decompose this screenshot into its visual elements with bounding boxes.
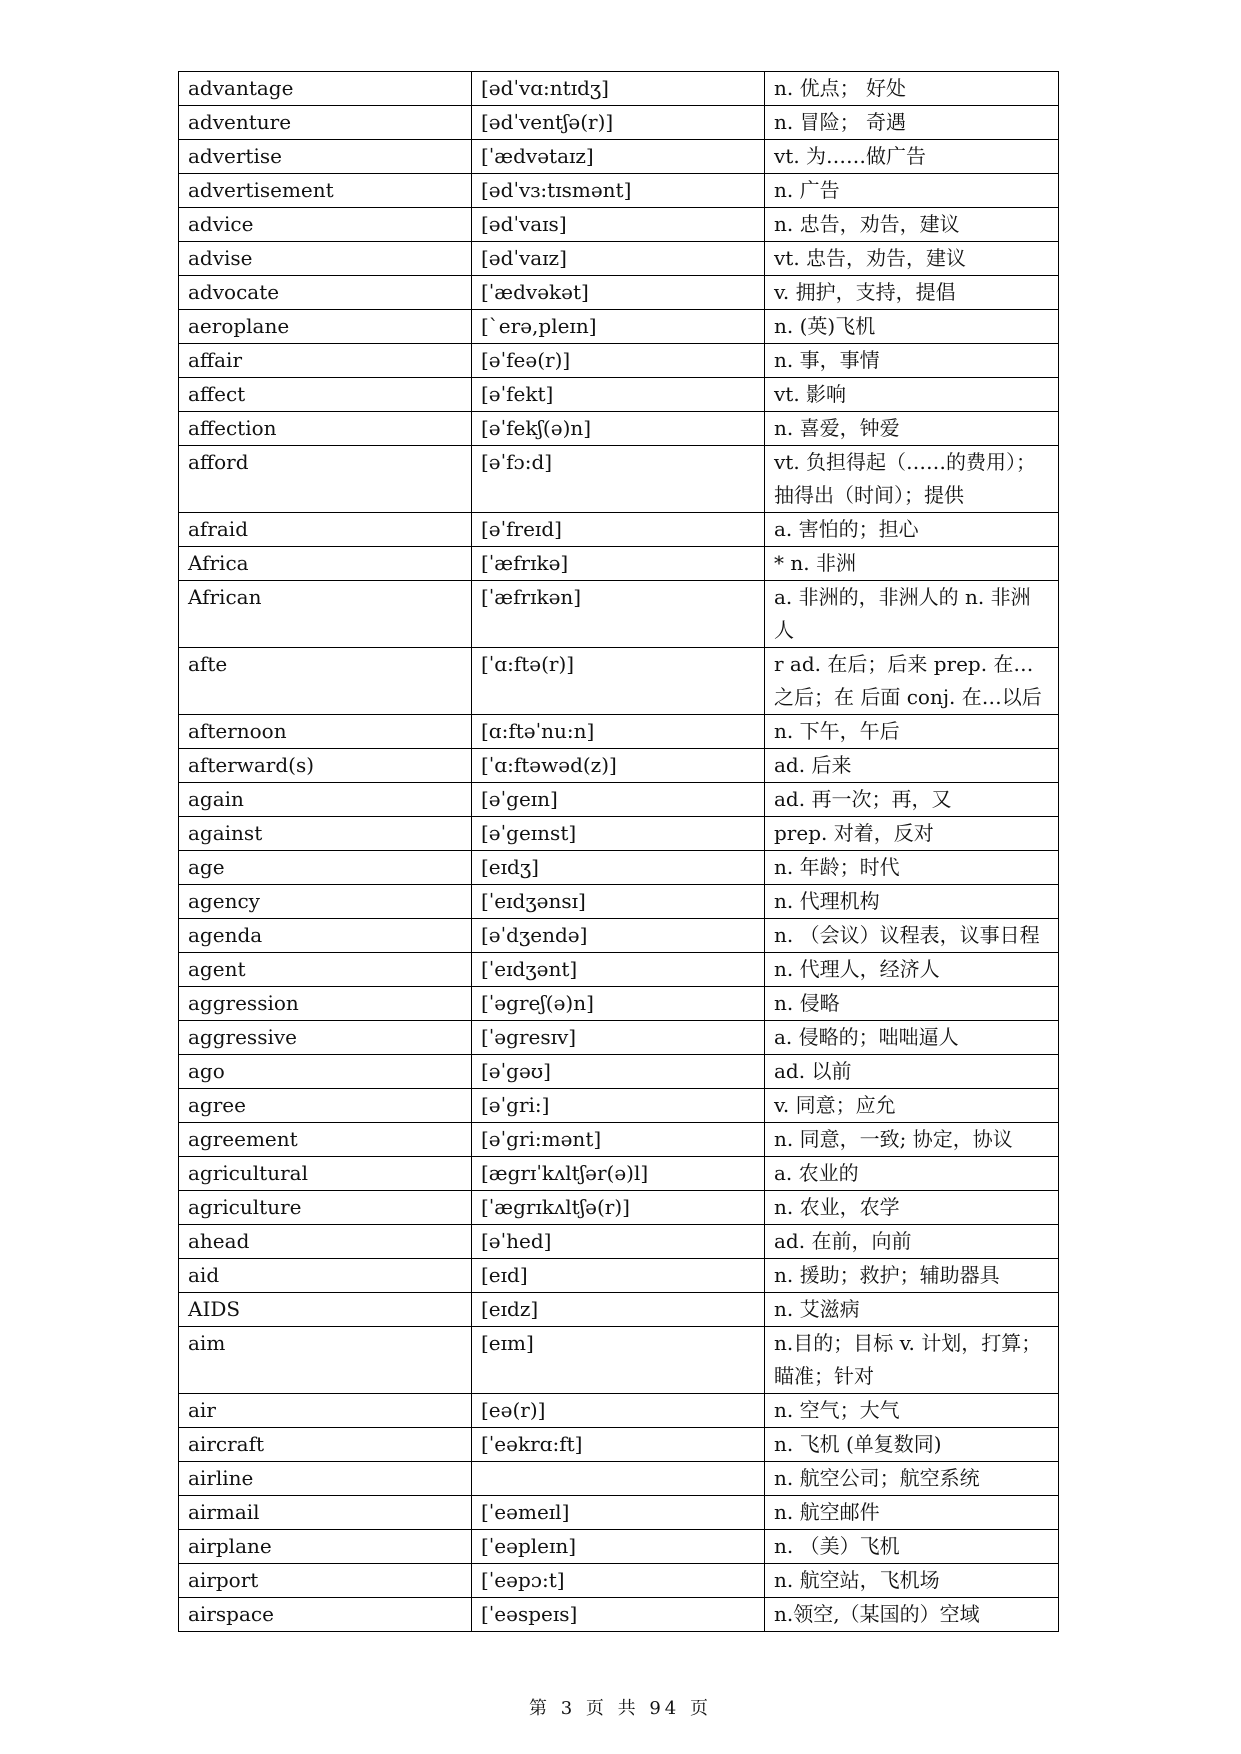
- word-cell: airspace: [179, 1598, 472, 1632]
- meaning-cell: prep. 对着，反对: [765, 817, 1059, 851]
- table-row: [179, 446, 1059, 513]
- phonetic-cell: [ˈeəkrɑ:ft]: [472, 1428, 765, 1462]
- word-cell: aggressive: [179, 1021, 472, 1055]
- phonetic-cell: [əˈfeə(r)]: [472, 344, 765, 378]
- table-row: [179, 1496, 1059, 1530]
- word-cell: affect: [179, 378, 472, 412]
- meaning-cell: n. (英)飞机: [765, 310, 1059, 344]
- table-row: [179, 106, 1059, 140]
- meaning-cell: n. 下午，午后: [765, 715, 1059, 749]
- word-cell: afternoon: [179, 715, 472, 749]
- phonetic-cell: [əˈdʒendə]: [472, 919, 765, 953]
- phonetic-cell: [ədˈvɜ:tɪsmənt]: [472, 174, 765, 208]
- phonetic-cell: [ˈæfrɪkən]: [472, 581, 765, 648]
- word-cell: afterward(s): [179, 749, 472, 783]
- meaning-cell: n. 冒险； 奇遇: [765, 106, 1059, 140]
- table-row: [179, 1598, 1059, 1632]
- meaning-cell: v. 拥护，支持，提倡: [765, 276, 1059, 310]
- table-row: [179, 1089, 1059, 1123]
- table-row: [179, 547, 1059, 581]
- meaning-cell: n. 同意，一致; 协定，协议: [765, 1123, 1059, 1157]
- phonetic-cell: [əˈgri:]: [472, 1089, 765, 1123]
- phonetic-cell: [eɪdʒ]: [472, 851, 765, 885]
- vocabulary-page: [178, 71, 1058, 1632]
- meaning-cell: n. 航空公司；航空系统: [765, 1462, 1059, 1496]
- meaning-cell: n. 代理人，经济人: [765, 953, 1059, 987]
- meaning-cell: n.领空,（某国的）空域: [765, 1598, 1059, 1632]
- word-cell: agricultural: [179, 1157, 472, 1191]
- table-row: [179, 242, 1059, 276]
- table-row: [179, 1225, 1059, 1259]
- meaning-cell: n.目的；目标 v. 计划，打算；瞄准；针对: [765, 1327, 1059, 1394]
- meaning-cell: n. 航空邮件: [765, 1496, 1059, 1530]
- table-row: [179, 1259, 1059, 1293]
- meaning-cell: a. 侵略的；咄咄逼人: [765, 1021, 1059, 1055]
- phonetic-cell: [əˈfekʃ(ə)n]: [472, 412, 765, 446]
- word-cell: ago: [179, 1055, 472, 1089]
- word-cell: agency: [179, 885, 472, 919]
- word-cell: airline: [179, 1462, 472, 1496]
- word-cell: agent: [179, 953, 472, 987]
- table-row: [179, 1157, 1059, 1191]
- word-cell: aeroplane: [179, 310, 472, 344]
- word-cell: against: [179, 817, 472, 851]
- table-row: [179, 1123, 1059, 1157]
- phonetic-cell: [əˈgəʊ]: [472, 1055, 765, 1089]
- phonetic-cell: [eɪd]: [472, 1259, 765, 1293]
- phonetic-cell: [ˈædvətaɪz]: [472, 140, 765, 174]
- word-cell: advice: [179, 208, 472, 242]
- phonetic-cell: [ədˈvɑ:ntɪdʒ]: [472, 72, 765, 106]
- phonetic-cell: [əˈgri:mənt]: [472, 1123, 765, 1157]
- table-row: [179, 1327, 1059, 1394]
- phonetic-cell: [ˈeəpleɪn]: [472, 1530, 765, 1564]
- meaning-cell: n. 农业，农学: [765, 1191, 1059, 1225]
- table-row: [179, 1021, 1059, 1055]
- phonetic-cell: [ədˈvaɪz]: [472, 242, 765, 276]
- table-row: [179, 1293, 1059, 1327]
- phonetic-cell: [eɪm]: [472, 1327, 765, 1394]
- meaning-cell: a. 非洲的，非洲人的 n. 非洲人: [765, 581, 1059, 648]
- word-cell: ahead: [179, 1225, 472, 1259]
- table-row: [179, 276, 1059, 310]
- phonetic-cell: [əˈfekt]: [472, 378, 765, 412]
- word-cell: affection: [179, 412, 472, 446]
- table-row: [179, 1428, 1059, 1462]
- table-row: [179, 310, 1059, 344]
- phonetic-cell: [ˈəgreʃ(ə)n]: [472, 987, 765, 1021]
- word-cell: agreement: [179, 1123, 472, 1157]
- word-cell: airplane: [179, 1530, 472, 1564]
- meaning-cell: n. 忠告，劝告，建议: [765, 208, 1059, 242]
- table-row: [179, 1564, 1059, 1598]
- word-cell: advise: [179, 242, 472, 276]
- meaning-cell: a. 农业的: [765, 1157, 1059, 1191]
- word-cell: advocate: [179, 276, 472, 310]
- word-cell: aim: [179, 1327, 472, 1394]
- phonetic-cell: [ˈeəpɔ:t]: [472, 1564, 765, 1598]
- meaning-cell: n. 事，事情: [765, 344, 1059, 378]
- meaning-cell: n. 艾滋病: [765, 1293, 1059, 1327]
- word-cell: advertise: [179, 140, 472, 174]
- word-cell: afte: [179, 648, 472, 715]
- phonetic-cell: [ˈɑ:ftəwəd(z)]: [472, 749, 765, 783]
- table-row: [179, 72, 1059, 106]
- table-row: [179, 378, 1059, 412]
- meaning-cell: vt. 影响: [765, 378, 1059, 412]
- table-row: [179, 783, 1059, 817]
- phonetic-cell: [ədˈventʃə(r)]: [472, 106, 765, 140]
- meaning-cell: n. 优点； 好处: [765, 72, 1059, 106]
- word-cell: adventure: [179, 106, 472, 140]
- table-row: [179, 885, 1059, 919]
- meaning-cell: vt. 忠告，劝告，建议: [765, 242, 1059, 276]
- table-row: [179, 648, 1059, 715]
- word-cell: African: [179, 581, 472, 648]
- word-cell: agriculture: [179, 1191, 472, 1225]
- phonetic-cell: [əˈgeɪnst]: [472, 817, 765, 851]
- table-row: [179, 1462, 1059, 1496]
- table-row: [179, 1055, 1059, 1089]
- page-footer: 第 3 页 共 94 页: [529, 1698, 712, 1719]
- phonetic-cell: [`erə,pleɪn]: [472, 310, 765, 344]
- meaning-cell: n. 喜爱，钟爱: [765, 412, 1059, 446]
- table-row: [179, 953, 1059, 987]
- word-cell: AIDS: [179, 1293, 472, 1327]
- phonetic-cell: [əˈfreɪd]: [472, 513, 765, 547]
- meaning-cell: n. 侵略: [765, 987, 1059, 1021]
- meaning-cell: v. 同意；应允: [765, 1089, 1059, 1123]
- meaning-cell: n. 广告: [765, 174, 1059, 208]
- phonetic-cell: [ˈeɪdʒənsɪ]: [472, 885, 765, 919]
- word-cell: airport: [179, 1564, 472, 1598]
- word-cell: air: [179, 1394, 472, 1428]
- meaning-cell: vt. 负担得起（……的费用）；抽得出（时间）；提供: [765, 446, 1059, 513]
- word-cell: again: [179, 783, 472, 817]
- table-row: [179, 344, 1059, 378]
- word-cell: advertisement: [179, 174, 472, 208]
- word-cell: affair: [179, 344, 472, 378]
- meaning-cell: n. 年龄；时代: [765, 851, 1059, 885]
- word-cell: age: [179, 851, 472, 885]
- table-row: [179, 208, 1059, 242]
- phonetic-cell: [ˈəgresɪv]: [472, 1021, 765, 1055]
- word-cell: agree: [179, 1089, 472, 1123]
- meaning-cell: * n. 非洲: [765, 547, 1059, 581]
- meaning-cell: n. 援助；救护；辅助器具: [765, 1259, 1059, 1293]
- table-row: [179, 1394, 1059, 1428]
- phonetic-cell: [ˈæfrɪkə]: [472, 547, 765, 581]
- meaning-cell: n. （会议）议程表，议事日程: [765, 919, 1059, 953]
- table-row: [179, 1530, 1059, 1564]
- table-row: [179, 174, 1059, 208]
- phonetic-cell: [ˈædvəkət]: [472, 276, 765, 310]
- word-cell: aggression: [179, 987, 472, 1021]
- meaning-cell: n. 飞机 (单复数同): [765, 1428, 1059, 1462]
- word-cell: airmail: [179, 1496, 472, 1530]
- meaning-cell: n. 代理机构: [765, 885, 1059, 919]
- word-cell: afraid: [179, 513, 472, 547]
- meaning-cell: n. （美）飞机: [765, 1530, 1059, 1564]
- phonetic-cell: [ɑ:ftəˈnu:n]: [472, 715, 765, 749]
- word-cell: Africa: [179, 547, 472, 581]
- word-cell: afford: [179, 446, 472, 513]
- meaning-cell: ad. 以前: [765, 1055, 1059, 1089]
- table-row: [179, 581, 1059, 648]
- vocabulary-table-body: [179, 72, 1059, 1632]
- phonetic-cell: [əˈgeɪn]: [472, 783, 765, 817]
- table-row: [179, 140, 1059, 174]
- phonetic-cell: [eɪdz]: [472, 1293, 765, 1327]
- table-row: [179, 1191, 1059, 1225]
- phonetic-cell: [472, 1462, 765, 1496]
- meaning-cell: a. 害怕的；担心: [765, 513, 1059, 547]
- table-row: [179, 919, 1059, 953]
- table-row: [179, 715, 1059, 749]
- phonetic-cell: [ˈɑ:ftə(r)]: [472, 648, 765, 715]
- phonetic-cell: [əˈfɔ:d]: [472, 446, 765, 513]
- table-row: [179, 412, 1059, 446]
- table-row: [179, 513, 1059, 547]
- meaning-cell: ad. 后来: [765, 749, 1059, 783]
- table-row: [179, 851, 1059, 885]
- table-row: [179, 987, 1059, 1021]
- phonetic-cell: [ədˈvaɪs]: [472, 208, 765, 242]
- word-cell: advantage: [179, 72, 472, 106]
- word-cell: agenda: [179, 919, 472, 953]
- word-cell: aid: [179, 1259, 472, 1293]
- meaning-cell: ad. 在前，向前: [765, 1225, 1059, 1259]
- phonetic-cell: [ˈeəspeɪs]: [472, 1598, 765, 1632]
- meaning-cell: n. 航空站，飞机场: [765, 1564, 1059, 1598]
- word-cell: aircraft: [179, 1428, 472, 1462]
- vocabulary-table: [178, 71, 1059, 1632]
- table-row: [179, 749, 1059, 783]
- phonetic-cell: [ˈeɪdʒənt]: [472, 953, 765, 987]
- phonetic-cell: [əˈhed]: [472, 1225, 765, 1259]
- phonetic-cell: [eə(r)]: [472, 1394, 765, 1428]
- phonetic-cell: [ˈægrɪkʌltʃə(r)]: [472, 1191, 765, 1225]
- table-row: [179, 817, 1059, 851]
- meaning-cell: r ad. 在后；后来 prep. 在…之后；在 后面 conj. 在…以后: [765, 648, 1059, 715]
- phonetic-cell: [ægrɪˈkʌltʃər(ə)l]: [472, 1157, 765, 1191]
- meaning-cell: ad. 再一次；再，又: [765, 783, 1059, 817]
- meaning-cell: n. 空气；大气: [765, 1394, 1059, 1428]
- phonetic-cell: [ˈeəmeɪl]: [472, 1496, 765, 1530]
- meaning-cell: vt. 为……做广告: [765, 140, 1059, 174]
